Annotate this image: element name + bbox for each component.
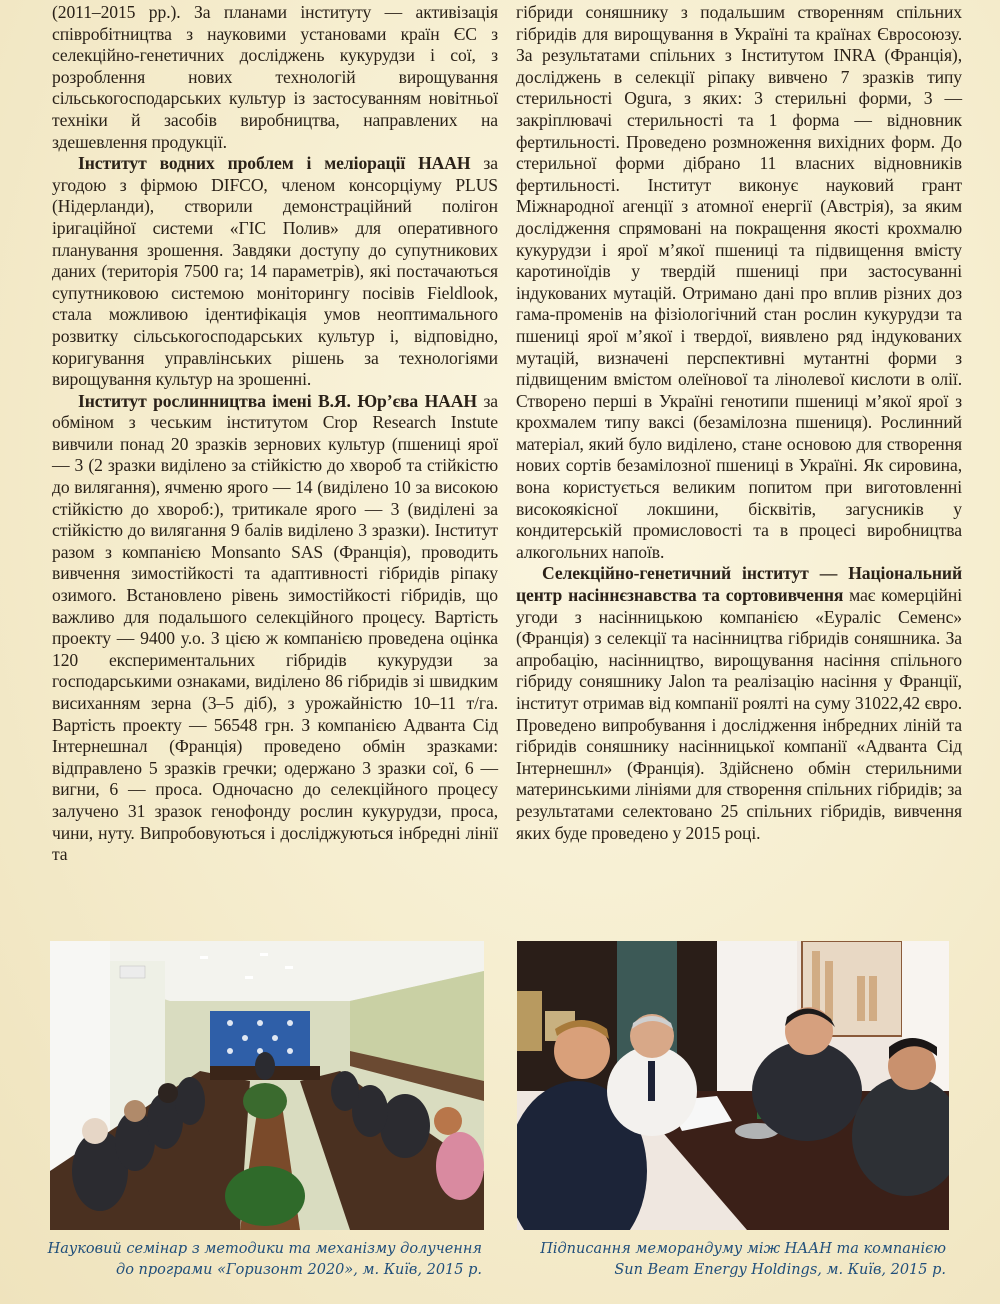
memorandum-photo (517, 941, 949, 1230)
paragraph-text: за угодою з фірмою DIFCO, членом консорціуму PLUS (Нідерланди), створили демонстраційний полігон іригаційної системи «ГІС Полив» для оперативного планування зрошення. Завдяки доступу до супутникових даних (територія 7500 га; 14 параметрів), які постачаються супутниковою системою моніторингу посівів Fieldlook, стала можливою ідентифікація умов неоптимального розвитку сільськогосподарських культур і, відповідно, коригування управлінських рішень за технологіями вирощування культур на зрошенні. (52, 153, 498, 390)
left-text-column (52, 2, 498, 866)
institute-name: Інститут рослинництва імені В.Я. Юр’єва НААН (78, 390, 477, 411)
paragraph: (2011–2015 рр.). За планами інституту — активізація співробітництва з науковими установами країн ЄС з селекційно-генетичних досліджень кукурудзи і сої, з розроблення нових технологій вирощування сільськогосподарських культур із застосуванням новітньої техніки й засобів виробництва, направлених на здешевлення продукції. (52, 2, 498, 152)
paragraph: гібриди соняшнику з подальшим створенням спільних гібридів для вирощування в Україні та країнах Євросоюзу. За результатами спільних з Інститутом INRA (Франція), досліджень в селекції ріпаку вивчено 7 зразків типу стерильності Ogura, з яких: 3 стерильні форми, 3 — закріплювачі стерильності та 1 форма — відновник фертильності. Проведено розмноження вихідних форм. До стерильної форми дібрано 11 власних відновників фертильності. Інститут виконує науковий грант Міжнародної агенції з атомної енергії (Австрія), за яким дослідження спрямовані на покращення якості крохмалю кукурудзи і ярої м’якої пшениці та підвищення вмісту каротиноїдів у твердій пшениці при застосуванні індукованих мутацій. Отримано дані про вплив різних доз гама-променів на фізіологічний стан рослин кукурудзи та пшениці ярої м’якої і твердої, виявлено ряд індукованих мутацій, визначені перспективні мутантні форми з підвищеним вмістом олеїнової та лінолевої кислоти в олії. Створено перші в Україні генотипи пшениці м’якої ярої з крохмалем типу ваксі (безамілозна пшениця). Рослинний матеріал, який було виділено, стане основою для створення нових сортів безамілозної пшениці в Україні. Як сировина, вона користується великим попитом при виготовленні високоякісної локшини, бісквітів, загусників у кондитерській промисловості та в процесі виробництва алкогольних напоїв. (516, 2, 962, 562)
caption-line: до програми «Горизонт 2020», м. Київ, 2015 р. (116, 1262, 482, 1278)
memorandum-photo-caption (500, 1239, 946, 1281)
right-text-column (516, 2, 962, 844)
paragraph-selection-institute (516, 563, 962, 844)
seminar-photo (50, 941, 484, 1230)
institute-name: Інститут водних проблем і меліорації НААН (78, 153, 471, 174)
paragraph-text: за обміном з чеським інститутом Crop Research Instute вивчили понад 20 зразків зернових культур (пшениці ярої — 3 (2 зразки виділено за стійкістю до хвороб та стійкістю до вилягання), ячменю ярого — 14 (виділено 10 за високою стійкістю до хвороб:), тритикале ярого — 3 (виділені за стійкістю до вилягання 9 балів виділено 3 зразки). Інститут разом з компанією Monsanto SAS (Франція), проводить вивчення зимостійкості та адаптивності гібридів ріпаку озимого. Встановлено рівень зимостійкості гібридів, що важливо для подальшого селекційного процесу. Вартість проекту — 9400 у.о. З цією ж компанією проведена оцінка 120 експериментальних гібридів кукурудзи за господарськими ознаками, виділено 86 гібридів зі швидким висиханням зерна (3–5 діб), з урожайністю 10–11 т/га. Вартість проекту — 56548 грн. З компанією Адванта Сід Інтернешнал (Франція) проведено обмін зразками: відправлено 5 зразків гречки; одержано 3 зразки сої, 6 — вигни, 6 — проса. Одночасно до селекційного процесу залучено 31 зразок генофонду рослин кукурудзи, проса, чини, нуту. Випробовуються і досліджуються інбредні лінії та (52, 390, 499, 865)
institute-name: Селекційно-генетичний інститут — Національний центр насіннєзнавства та сортовивчення (516, 563, 962, 606)
paragraph-water-institute (52, 153, 498, 391)
seminar-photo-caption (30, 1239, 482, 1281)
seminar-room-illustration (50, 941, 484, 1230)
paragraph-text: має комерційні угоди з насінницькою компанією «Еураліс Семенс» (Франція) з селекції та насінництва гібридів соняшника. За апробацію, насінництво, вирощування насіння спільного гібриду соняшнику Jalon та реалізацію насіння у Франції, інститут отримав від компанії роялті на суму 31022,42 євро. Проведено випробування і дослідження інбредних ліній та гібридів соняшнику насінницької компанії «Адванта Сід Інтернешнл» (Франція). Здійснено обмін стерильними материнськими лініями для створення спільних гібридів; за результатами селектовано 25 спільних гібридів, вивчення яких буде проведено у 2015 році. (516, 585, 962, 843)
caption-line: Sun Beam Energy Holdings, м. Київ, 2015 р. (614, 1262, 946, 1278)
paragraph-plant-institute (52, 391, 498, 866)
meeting-room-illustration (517, 941, 949, 1230)
caption-line: Підписання меморандуму між НААН та компанією (540, 1241, 946, 1257)
caption-line: Науковий семінар з методики та механізму долучення (47, 1241, 482, 1257)
